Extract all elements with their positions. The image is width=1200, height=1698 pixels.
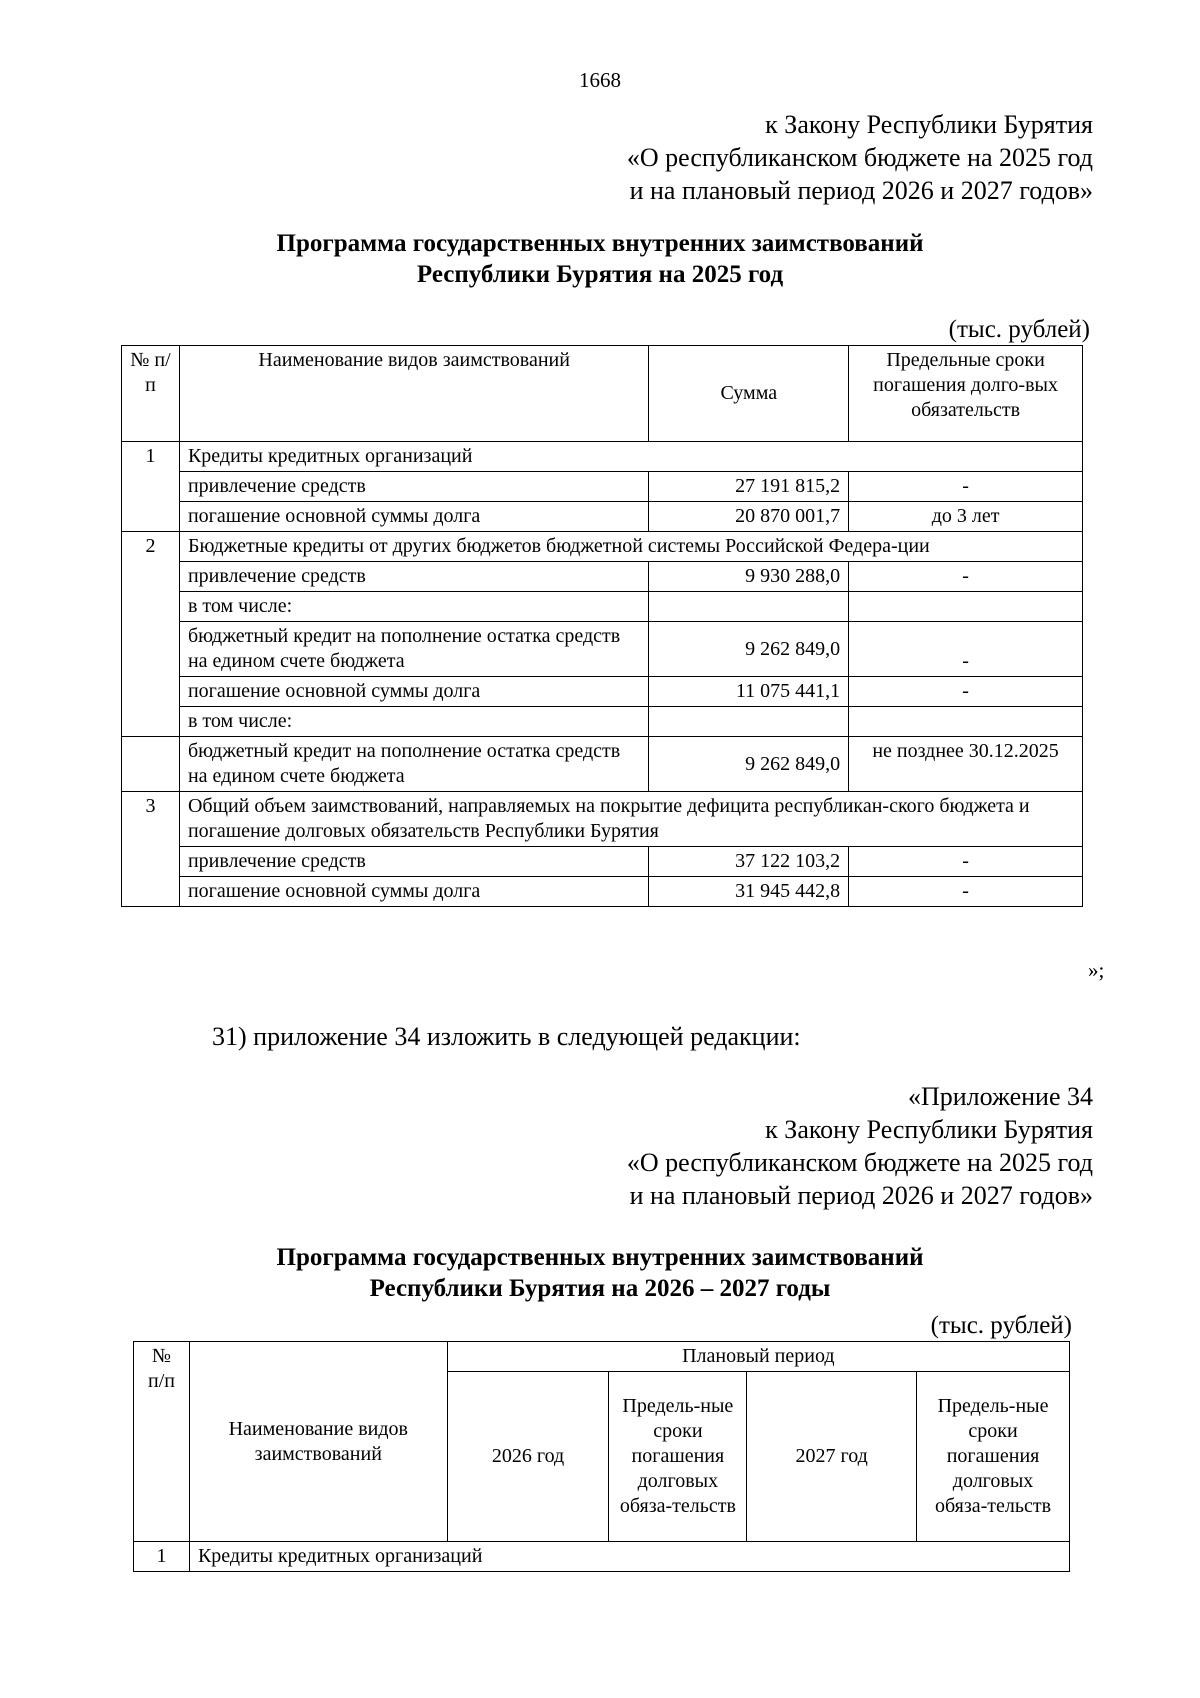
table-row xyxy=(122,532,1083,562)
table-row xyxy=(122,502,1083,532)
table2-header-row-1 xyxy=(134,1342,1070,1372)
units-label-2: (тыс. рублей) xyxy=(930,1312,1072,1339)
row-num: 1 xyxy=(134,1542,190,1572)
row-name: Кредиты кредитных организаций xyxy=(189,1542,1069,1572)
appendix-header-2 xyxy=(627,1080,1093,1212)
table-row xyxy=(122,707,1083,737)
table-row xyxy=(122,737,1083,792)
row-name: бюджетный кредит на пополнение остатка средств на едином счете бюджета xyxy=(179,622,648,677)
table-row xyxy=(122,877,1083,907)
borrowing-table-2026-2027 xyxy=(133,1341,1070,1572)
row-term: - xyxy=(849,472,1083,502)
amendment-instruction: 31) приложение 34 изложить в следующей редакции: xyxy=(212,1022,801,1051)
title2-line2: Республики Бурятия на 2026 – 2027 годы xyxy=(369,1275,831,1302)
appendix-header-1 xyxy=(627,108,1093,207)
row-name: в том числе: xyxy=(179,592,648,622)
row-sum: 31 945 442,8 xyxy=(649,877,849,907)
closing-quote: »; xyxy=(1088,958,1105,982)
row-name: погашение основной суммы долга xyxy=(179,502,648,532)
header-term-2026: Предель-ные сроки погашения долговых обяза-тельств xyxy=(609,1372,747,1542)
borrowing-table-2025 xyxy=(121,345,1083,907)
page-number: 1668 xyxy=(579,68,621,92)
header-sum: Сумма xyxy=(649,346,849,442)
header-planned-period: Плановый период xyxy=(447,1342,1069,1372)
header1-line2: «О республиканском бюджете на 2025 год xyxy=(626,143,1093,172)
title2-line1: Программа государственных внутренних заимствований xyxy=(276,1244,924,1271)
row-term: до 3 лет xyxy=(849,502,1083,532)
table-row xyxy=(122,442,1083,472)
row-sum: 11 075 441,1 xyxy=(649,677,849,707)
header-year-2026: 2026 год xyxy=(447,1372,609,1542)
row-sum xyxy=(649,707,849,737)
row-sum xyxy=(649,592,849,622)
header2-line2: «О республиканском бюджете на 2025 год xyxy=(626,1148,1093,1177)
table-row xyxy=(122,562,1083,592)
row-term: не позднее 30.12.2025 xyxy=(849,737,1083,792)
header2-line3: и на плановый период 2026 и 2027 годов» xyxy=(629,1181,1093,1210)
units-label-1: (тыс. рублей) xyxy=(948,316,1090,343)
row-name: Общий объем заимствований, направляемых на покрытие дефицита республикан-ского бюджета и погашение долговых обязательств Республики Бурятия xyxy=(179,792,1082,847)
row-name: привлечение средств xyxy=(179,472,648,502)
table-row xyxy=(122,847,1083,877)
header1-line3: и на плановый период 2026 и 2027 годов» xyxy=(629,176,1093,205)
header2-line0: «Приложение 34 xyxy=(907,1082,1093,1111)
row-name: погашение основной суммы долга xyxy=(179,877,648,907)
row-name: привлечение средств xyxy=(179,847,648,877)
row-term xyxy=(849,707,1083,737)
header-num: № п/п xyxy=(134,1342,190,1542)
row-sum: 20 870 001,7 xyxy=(649,502,849,532)
header1-line1: к Закону Республики Бурятия xyxy=(765,110,1093,139)
table-row xyxy=(122,677,1083,707)
header-name: Наименование видов заимствований xyxy=(179,346,648,442)
header-name: Наименование видов заимствований xyxy=(189,1342,447,1542)
row-term: - xyxy=(849,622,1083,677)
document-title-1 xyxy=(0,228,1200,290)
title1-line1: Программа государственных внутренних заимствований xyxy=(276,230,924,257)
row-sum: 9 262 849,0 xyxy=(649,622,849,677)
row-name: привлечение средств xyxy=(179,562,648,592)
row-name: бюджетный кредит на пополнение остатка средств на едином счете бюджета xyxy=(179,737,648,792)
row-num xyxy=(122,737,180,792)
document-title-2 xyxy=(0,1242,1200,1304)
row-name: в том числе: xyxy=(179,707,648,737)
header-year-2027: 2027 год xyxy=(747,1372,917,1542)
row-term: - xyxy=(849,677,1083,707)
row-name: Бюджетные кредиты от других бюджетов бюджетной системы Российской Федера-ции xyxy=(179,532,1082,562)
row-sum: 37 122 103,2 xyxy=(649,847,849,877)
row-name: погашение основной суммы долга xyxy=(179,677,648,707)
table-row xyxy=(122,622,1083,677)
header2-line1: к Закону Республики Бурятия xyxy=(765,1115,1093,1144)
row-term: - xyxy=(849,877,1083,907)
row-name: Кредиты кредитных организаций xyxy=(179,442,1082,472)
table-row xyxy=(122,472,1083,502)
row-sum: 9 262 849,0 xyxy=(649,737,849,792)
row-term: - xyxy=(849,562,1083,592)
header-term: Предельные сроки погашения долго-вых обязательств xyxy=(849,346,1083,442)
title1-line2: Республики Бурятия на 2025 год xyxy=(416,261,784,288)
header-num: № п/п xyxy=(122,346,180,442)
row-sum: 9 930 288,0 xyxy=(649,562,849,592)
row-num: 1 xyxy=(122,442,180,532)
table1-header-row xyxy=(122,346,1083,442)
table-row xyxy=(134,1542,1070,1572)
row-term xyxy=(849,592,1083,622)
row-sum: 27 191 815,2 xyxy=(649,472,849,502)
table-row xyxy=(122,592,1083,622)
row-term: - xyxy=(849,847,1083,877)
header-term-2027: Предель-ные сроки погашения долговых обяза-тельств xyxy=(917,1372,1070,1542)
table-row xyxy=(122,792,1083,847)
row-num: 2 xyxy=(122,532,180,737)
row-num: 3 xyxy=(122,792,180,907)
